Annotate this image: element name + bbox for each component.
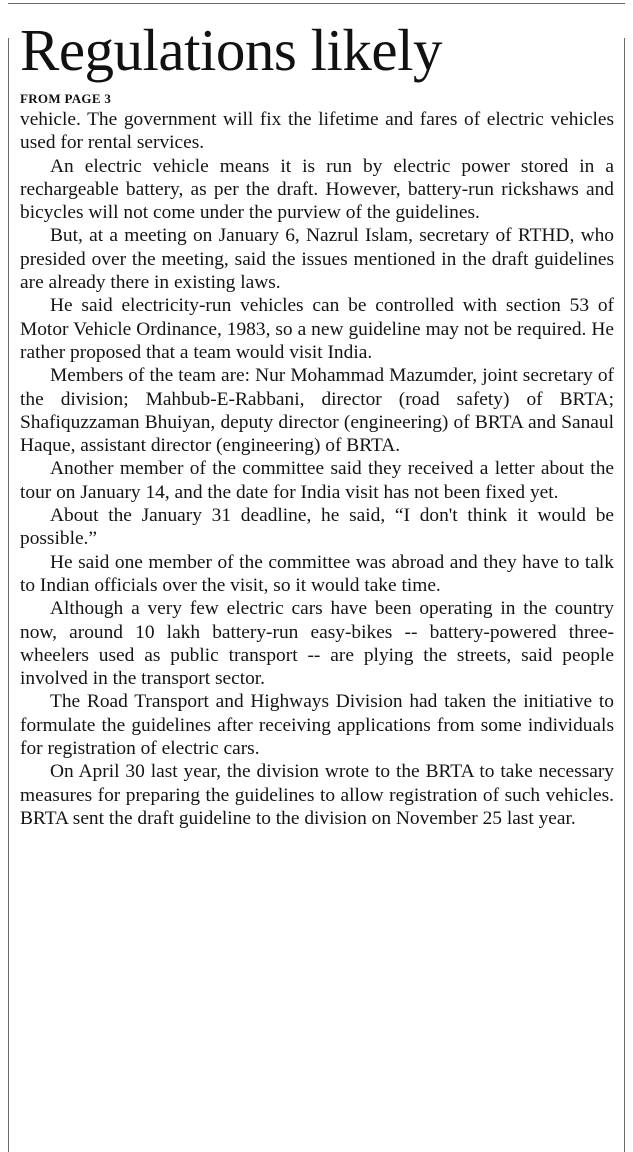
news-article [20, 18, 614, 830]
paragraph-3: But, at a meeting on January 6, Nazrul Islam, secretary of RTHD, who presided over the meeting, said the issues mentioned in the draft guidelines are already there in existing laws. [20, 225, 614, 294]
paragraph-1: vehicle. The government will fix the lifetime and fares of electric vehicles used for rental services. [20, 109, 614, 154]
paragraph-9: Although a very few electric cars have been operating in the country now, around 10 lakh battery-run easy-bikes -- battery-powered three-wheelers used as public transport -- are plying the streets, said people involved in the transport sector. [20, 598, 614, 690]
headline: Regulations likely [20, 17, 442, 83]
paragraph-6: Another member of the committee said they received a letter about the tour on January 14, and the date for India visit has not been fixed yet. [20, 458, 614, 503]
paragraph-7: About the January 31 deadline, he said, “I don't think it would be possible.” [20, 505, 614, 550]
article-body [20, 108, 614, 830]
right-border-rule [624, 38, 625, 1152]
paragraph-10: The Road Transport and Highways Division had taken the initiative to formulate the guidelines after receiving applications from some individuals for registration of electric cars. [20, 691, 614, 760]
paragraph-5: Members of the team are: Nur Mohammad Mazumder, joint secretary of the division; Mahbub-E-Rabbani, director (road safety) of BRTA; Shafiquzzaman Bhuiyan, deputy director (engineering) of BRTA and Sanaul Haque, assistant director (engineering) of BRTA. [20, 365, 614, 457]
paragraph-11: On April 30 last year, the division wrote to the BRTA to take necessary measures for preparing the guidelines to allow registration of such vehicles. BRTA sent the draft guideline to the division on November 25 last year. [20, 761, 614, 829]
left-border-rule [8, 38, 9, 1152]
continued-from-label: FROM PAGE 3 [20, 91, 112, 106]
paragraph-8: He said one member of the committee was abroad and they have to talk to Indian officials over the visit, so it would take time. [20, 551, 614, 596]
top-border-rule [8, 3, 625, 4]
paragraph-4: He said electricity-run vehicles can be controlled with section 53 of Motor Vehicle Ordinance, 1983, so a new guideline may not be required. He rather proposed that a team would visit India. [20, 295, 614, 363]
paragraph-2: An electric vehicle means it is run by electric power stored in a rechargeable battery, as per the draft. However, battery-run rickshaws and bicycles will not come under the purview of the guidelines. [20, 155, 614, 224]
